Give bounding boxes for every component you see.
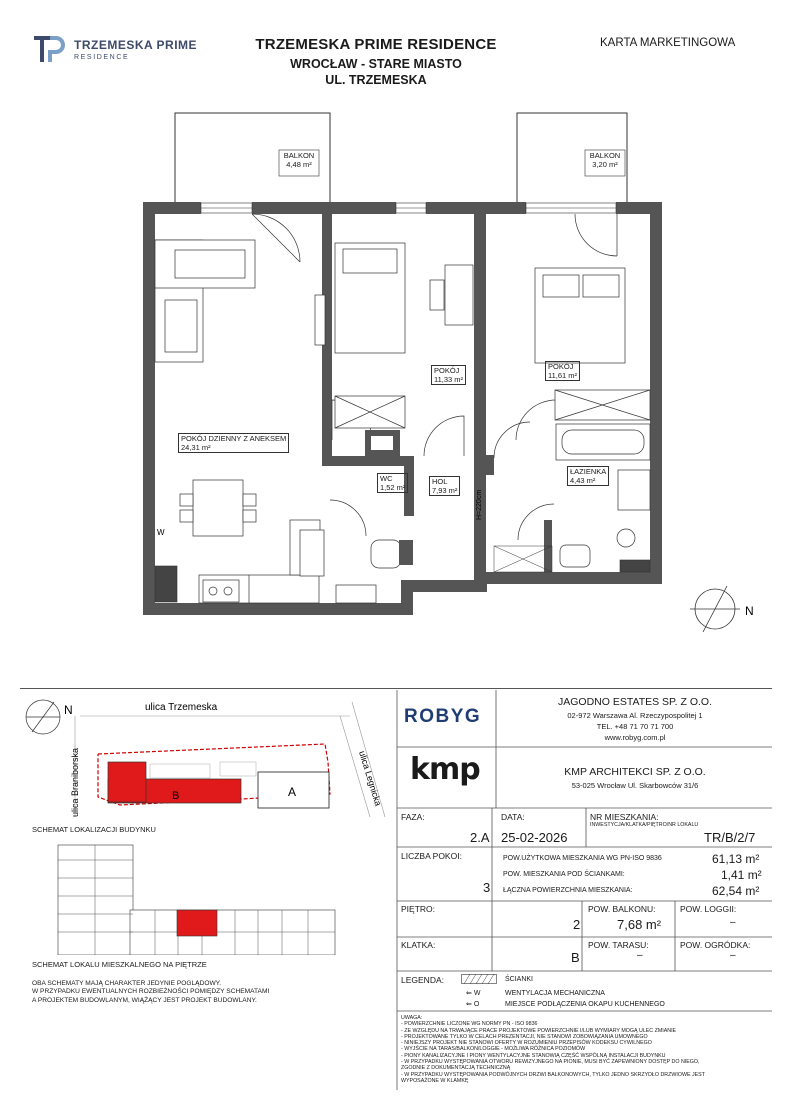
tp-logo-icon [32, 34, 66, 66]
room-bathroom: ŁAZIENKA 4,43 m² [567, 466, 609, 486]
room-bedroom-1: POKÓJ 11,33 m² [431, 365, 466, 385]
usable-area-value: 61,13 m² [712, 852, 760, 866]
logo-subtext: RESIDENCE [74, 54, 130, 61]
balcony-right-label: BALKON 3,20 m² [589, 151, 621, 169]
rooms-label: LICZBA POKOI: [401, 851, 462, 861]
legend-hood: MIEJSCE PODŁĄCZENIA OKAPU KUCHENNEGO [505, 1001, 665, 1008]
height-mark: H=220cm [476, 489, 483, 520]
architect-name: KMP ARCHITEKCI SP. Z O.O. [564, 766, 706, 778]
investor-name: JAGODNO ESTATES SP. Z O.O. [557, 696, 713, 708]
legend-walls: ŚCIANKI [505, 976, 534, 983]
legend-title: LEGENDA: [401, 975, 444, 985]
site-plan [20, 692, 392, 822]
garden-label: POW. OGRÓDKA: [680, 940, 751, 950]
legend-vent: WENTYLACJA MECHANICZNA [505, 990, 605, 997]
street-line: UL. TRZEMESKA [325, 73, 427, 87]
kmp-logo: kmp [410, 752, 480, 787]
disclaimer: OBA SCHEMATY MAJĄ CHARAKTER JEDYNIE POGLĄDOWY. W PRZYPADKU EWENTUALNYCH ROZBIEŻNOŚCI POMIĘDZY SCHEMATAMI A PROJEKTEM BUDOWLANYM, WIĄŻĄCY JEST PROJEKT BUDOWLANY. [32, 980, 270, 1004]
stairwell-value: B [571, 950, 580, 965]
nr-value: TR/B/2/7 [704, 830, 756, 845]
date-value: 25-02-2026 [501, 830, 568, 845]
architect-address: 53-025 Wrocław Ul. Skarbowców 31/6 [571, 781, 699, 790]
architect-info [500, 766, 770, 790]
room-living: POKÓJ DZIENNY Z ANEKSEM 24,31 m² [178, 433, 289, 453]
garden-value: – [730, 950, 736, 961]
floor-plan [0, 100, 792, 680]
plan-north-label: N [745, 604, 754, 618]
floor-label: PIĘTRO: [401, 904, 436, 914]
total-area-label: ŁĄCZNA POWIERZCHNIA MIESZKANIA: [503, 887, 633, 894]
balcony-area-value: 7,68 m² [617, 917, 662, 932]
floor-caption: SCHEMAT LOKALU MIESZKALNEGO NA PIĘTRZE [32, 960, 207, 969]
city-line: WROCŁAW - STARE MIASTO [290, 57, 462, 71]
floor-value: 2 [573, 917, 581, 932]
rooms-value: 3 [483, 880, 491, 895]
nr-label: NR MIESZKANIA: [590, 812, 659, 822]
street-top: ulica Trzemeska [145, 702, 218, 713]
nr-sublabel: INWESTYCJA/KLATKA/PIĘTRO/NR LOKALU [590, 822, 699, 828]
arrow-icon: ⇐ [466, 990, 472, 997]
loggia-label: POW. LOGGII: [680, 904, 737, 914]
legend-vent-symbol: ⇐ W [466, 990, 481, 997]
legend-hood-symbol: ⇐ O [466, 1001, 480, 1008]
floor-schematic [40, 840, 340, 955]
date-label: DATA: [501, 812, 525, 822]
loggia-value: – [730, 917, 736, 928]
investor-address: 02-972 Warszawa Al. Rzeczypospolitej 1 [567, 711, 703, 720]
investor-info [500, 696, 770, 742]
site-north-label: N [64, 703, 73, 717]
street-left: ulica Braniborska [70, 747, 80, 817]
header-logo [32, 34, 212, 68]
room-wc: WC 1,52 m² [377, 473, 408, 493]
investor-tel: TEL. +48 71 70 71 700 [596, 722, 674, 731]
investor-web: www.robyg.com.pl [604, 733, 666, 742]
total-area-value: 62,54 m² [712, 884, 760, 898]
terrace-label: POW. TARASU: [588, 940, 649, 950]
notes: UWAGA: - POWIERZCHNIE LICZONE WG NORMY PN - ISO 9836 - ZE WZGLĘDU NA TRWAJĄCE PRACE PROJEKTOWE POWIERZCHNIE I/LUB WYMIARY MOGĄ ULEC ZMIANIE - PROJEKTOWANE TYLKO W CELACH PREZENTACJI, NIE STANOWI ZOBOWIĄZANIA UMOWNEGO - NINIEJSZY PROJEKT NIE STANOWI OFERTY W ROZUMIENIU PRZEPISÓW KODEKSU CYWILNEGO - WYJŚCIE NA TARAS/BALKON/LOGGIE - MOŻLIWA RÓŻNICA POZIOMÓW - PIONY KANALIZACYJNE I PIONY WENTYLACYJNE STANOWIĄ CZĘŚĆ WSPÓLNĄ INSTALACJI BUDYNKU - W PRZYPADKU WYSTĘPOWANIA OTWORU REWIZYJNEGO NA PIONIE, MUSI BYĆ ZAPEWNIONY DOSTĘP DO NIEGO, ZGODNIE Z DOKUMENTACJĄ TECHNICZNĄ - W PRZYPADKU WYSTĘPOWANIA PODWÓJNYCH DRZWI BALKONOWYCH, TYLKO JEDNO SKRZYDŁO DRZWIOWE JEST WYPOSAŻONE W KLAMKĘ [401, 1015, 705, 1084]
hatch-icon [461, 974, 497, 984]
street-right: ulica Legnicka [357, 749, 384, 808]
under-walls-label: POW. MIESZKANIA POD ŚCIANKAMI: [503, 871, 625, 878]
arrow-icon: ⇐ [466, 1001, 472, 1008]
faza-label: FAZA: [401, 812, 425, 822]
highlighted-apartment [177, 910, 217, 936]
building-b-label: B [172, 790, 180, 802]
balcony-area-label: POW. BALKONU: [588, 904, 656, 914]
building-a-label: A [288, 785, 297, 799]
balcony-left-label: BALKON 4,48 m² [283, 151, 315, 169]
document-type: KARTA MARKETINGOWA [600, 37, 736, 49]
stairwell-label: KLATKA: [401, 940, 436, 950]
under-walls-value: 1,41 m² [721, 868, 762, 882]
site-caption: SCHEMAT LOKALIZACJI BUDYNKU [32, 825, 156, 834]
faza-value: 2.A [470, 830, 490, 845]
usable-area-label: POW.UŻYTKOWA MIESZKANIA WG PN-ISO 9836 [503, 855, 662, 862]
vent-mark: W [157, 528, 165, 537]
logo-text: TRZEMESKA PRIME [74, 38, 198, 52]
lower-divider [20, 688, 772, 689]
north-arrow-icon [690, 586, 740, 632]
room-hall: HOL 7,93 m² [429, 476, 460, 496]
page-title: TRZEMESKA PRIME RESIDENCE [255, 36, 497, 53]
room-bedroom-2: POKÓJ 11,61 m² [545, 361, 580, 381]
robyg-logo: ROBYG [404, 706, 482, 727]
terrace-value: – [637, 950, 643, 961]
